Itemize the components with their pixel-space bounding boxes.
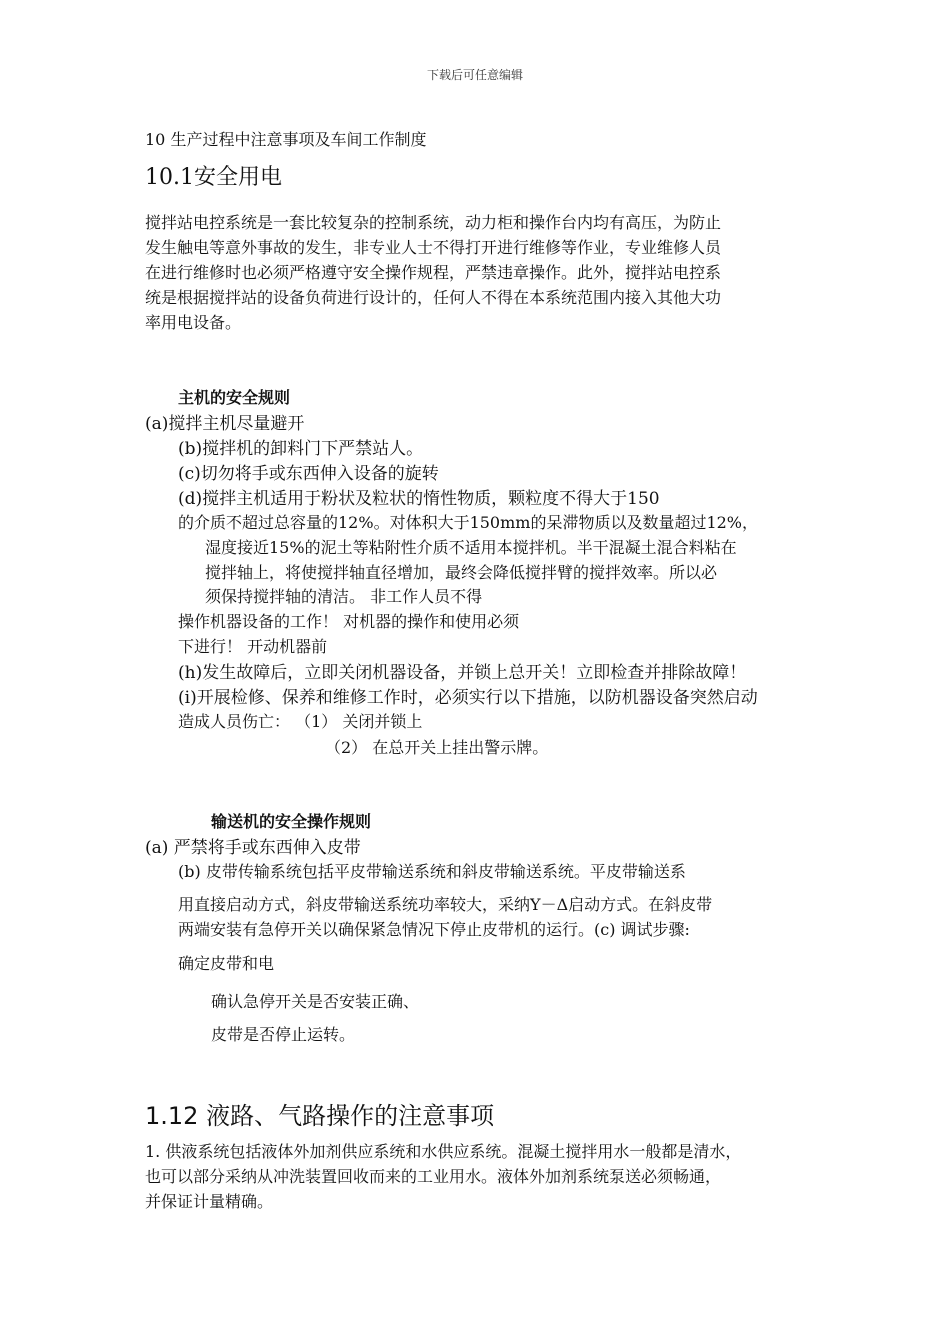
conveyor-safety-heading: 输送机的安全操作规则 [211, 812, 372, 831]
host-safety-heading: 主机的安全规则 [178, 388, 291, 407]
list-item: (c)切勿将手或东西伸入设备的旋转 [178, 464, 439, 484]
paragraph-line: 也可以部分采纳从冲洗装置回收而来的工业用水。液体外加剂系统泵送必须畅通， [145, 1167, 722, 1186]
section-1-12-heading: 1.12 液路、气路操作的注意事项 [145, 1102, 495, 1130]
list-item: 须保持搅拌轴的清洁。 非工作人员不得 [205, 587, 483, 606]
list-item: (h)发生故障后，立即关闭机器设备，并锁上总开关！立即检查并排除故障！ [178, 663, 747, 683]
paragraph-line: 搅拌站电控系统是一套比较复杂的控制系统，动力柜和操作台内均有高压，为防止 [145, 213, 722, 232]
list-item: 下进行！ 开动机器前 [178, 637, 328, 656]
list-item: (b) 皮带传输系统包括平皮带输送系统和斜皮带输送系统。平皮带输送系 [178, 862, 686, 881]
list-item: （2） 在总开关上挂出警示牌。 [325, 738, 549, 757]
list-item: (a) 严禁将手或东西伸入皮带 [145, 838, 361, 858]
list-item: (i)开展检修、保养和维修工作时，必须实行以下措施，以防机器设备突然启动 [178, 688, 758, 708]
document-title: 10 生产过程中注意事项及车间工作制度 [145, 130, 427, 149]
list-item: 两端安装有急停开关以确保紧急情况下停止皮带机的运行。(c) 调试步骤: [178, 920, 690, 939]
header-note: 下载后可任意编辑 [427, 68, 524, 82]
list-item: (d)搅拌主机适用于粉状及粒状的惰性物质，颗粒度不得大于150 [178, 489, 660, 509]
paragraph-line: 在进行维修时也必须严格遵守安全操作规程，严禁违章操作。此外，搅拌站电控系 [145, 263, 722, 282]
list-item: 湿度接近15%的泥土等粘附性介质不适用本搅拌机。半干混凝土混合料粘在 [205, 538, 737, 557]
paragraph-line: 1. 供液系统包括液体外加剂供应系统和水供应系统。混凝土搅拌用水一般都是清水， [145, 1142, 742, 1161]
section-10-1-heading: 10.1安全用电 [145, 165, 282, 190]
list-item: 搅拌轴上，将使搅拌轴直径增加，最终会降低搅拌臂的搅拌效率。所以必 [205, 563, 718, 582]
list-item: 用直接启动方式，斜皮带输送系统功率较大，采纳Y－Δ启动方式。在斜皮带 [178, 895, 713, 914]
list-item: 确定皮带和电 [178, 954, 275, 973]
list-item: 的介质不超过总容量的12%。对体积大于150mm的呆滞物质以及数量超过12%， [178, 513, 759, 532]
paragraph-line: 率用电设备。 [145, 313, 242, 332]
list-item: 确认急停开关是否安装正确、 [211, 992, 420, 1011]
paragraph-line: 统是根据搅拌站的设备负荷进行设计的，任何人不得在本系统范围内接入其他大功 [145, 288, 722, 307]
list-item: (a)搅拌主机尽量避开 [145, 414, 305, 434]
list-item: 皮带是否停止运转。 [211, 1025, 356, 1044]
list-item: (b)搅拌机的卸料门下严禁站人。 [178, 439, 424, 459]
paragraph-line: 发生触电等意外事故的发生，非专业人士不得打开进行维修等作业，专业维修人员 [145, 238, 722, 257]
list-item: 操作机器设备的工作！ 对机器的操作和使用必须 [178, 612, 520, 631]
list-item: 造成人员伤亡： （1） 关闭并锁上 [178, 712, 423, 731]
paragraph-line: 并保证计量精确。 [145, 1192, 274, 1211]
